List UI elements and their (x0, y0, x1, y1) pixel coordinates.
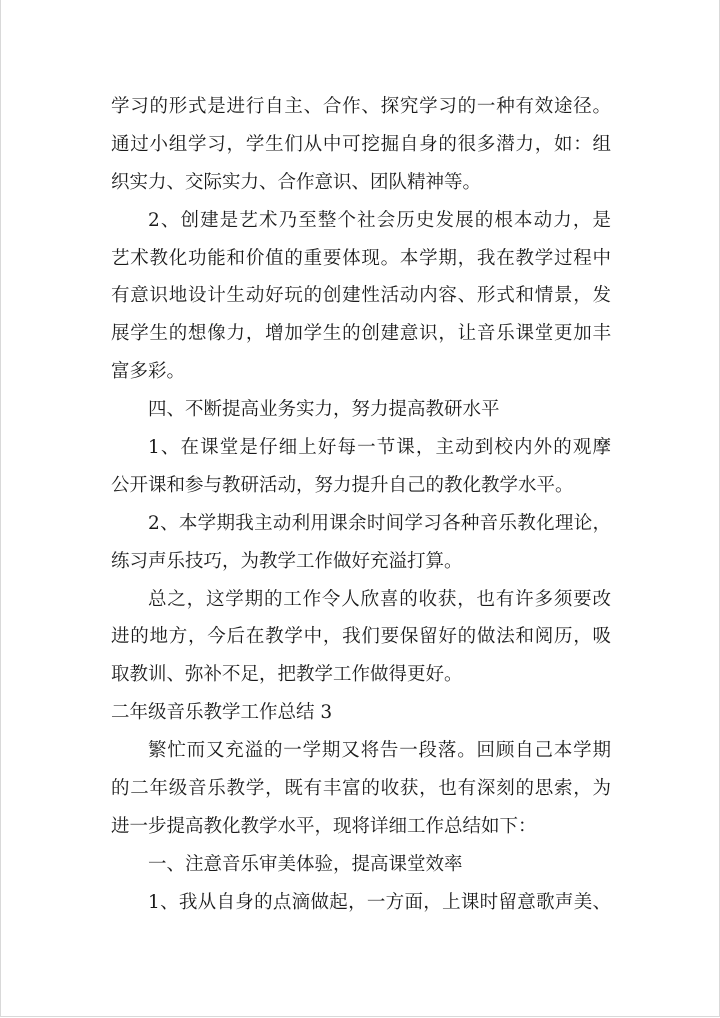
text-line: 进一步提高教化教学水平，现将详细工作总结如下： (111, 815, 537, 837)
text-line: 展学生的想像力，增加学生的创建意识，让音乐课堂更加丰 (111, 323, 611, 345)
text-line: 艺术教化功能和价值的重要体现。本学期，我在教学过程中 (111, 247, 611, 269)
text-line: 总之，这学期的工作令人欣喜的收获，也有许多须要改 (148, 588, 611, 610)
text-line: 富多彩。 (111, 361, 186, 383)
text-line: 1、在课堂是仔细上好每一节课，主动到校内外的观摩 (148, 437, 611, 459)
text-line: 取教训、弥补不足，把教学工作做得更好。 (111, 664, 463, 686)
text-line: 有意识地设计生动好玩的创建性活动内容、形式和情景，发 (111, 285, 611, 307)
text-line: 繁忙而又充溢的一学期又将告一段落。回顾自己本学期 (148, 740, 611, 762)
section-heading: 二年级音乐教学工作总结 3 (111, 702, 333, 724)
text-line: 的二年级音乐教学，既有丰富的收获，也有深刻的思索，为 (111, 778, 611, 800)
text-line: 进的地方，今后在教学中，我们要保留好的做法和阅历，吸 (111, 626, 611, 648)
text-line: 通过小组学习，学生们从中可挖掘自身的很多潜力，如：组 (111, 133, 611, 155)
text-line: 2、创建是艺术乃至整个社会历史发展的根本动力，是 (148, 209, 611, 231)
text-line: 练习声乐技巧，为教学工作做好充溢打算。 (111, 550, 463, 572)
text-line: 1、我从自身的点滴做起，一方面，上课时留意歌声美、 (148, 891, 611, 913)
text-line: 学习的形式是进行自主、合作、探究学习的一种有效途径。 (111, 96, 611, 117)
text-line: 一、注意音乐审美体验，提高课堂效率 (148, 853, 463, 875)
text-line: 2、本学期我主动利用课余时间学习各种音乐教化理论， (148, 512, 611, 534)
text-line: 公开课和参与教研活动，努力提升自己的教化教学水平。 (111, 474, 574, 496)
text-line: 四、不断提高业务实力，努力提高教研水平 (148, 399, 500, 421)
text-line: 织实力、交际实力、合作意识、团队精神等。 (111, 171, 482, 193)
document-body (111, 88, 611, 922)
